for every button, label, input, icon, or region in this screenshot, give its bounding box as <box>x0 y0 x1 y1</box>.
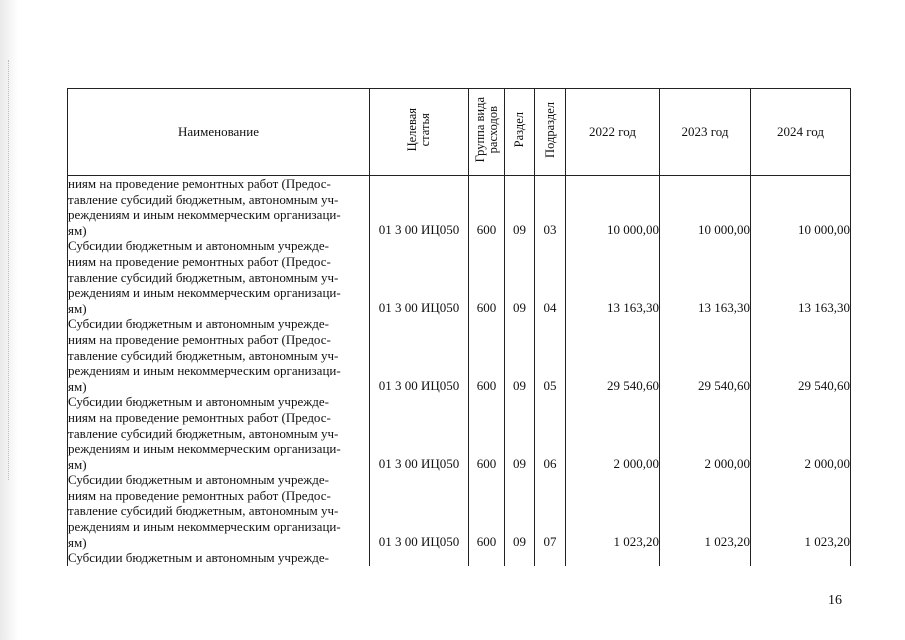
cell-y2023: 13 163,30 <box>660 238 751 316</box>
cell-y2023: 1 023,20 <box>660 472 751 550</box>
header-section-label: Раздел <box>512 112 526 148</box>
cell-section: 09 <box>505 316 535 394</box>
name-line: Субсидии бюджетным и автономным учрежде- <box>68 238 329 254</box>
table-header-row <box>68 89 851 176</box>
cell-name <box>68 238 370 316</box>
name-line: Субсидии бюджетным и автономным учрежде- <box>68 394 329 410</box>
cell-y2024 <box>751 550 851 566</box>
cell-name <box>68 176 370 239</box>
cell-y2024: 13 163,30 <box>751 238 851 316</box>
cell-y2022: 1 023,20 <box>566 472 660 550</box>
name-line: реждениям и иным некоммерческим организаци- <box>68 207 341 223</box>
header-target-article-label: Целевая статья <box>405 108 432 152</box>
cell-y2022 <box>566 550 660 566</box>
cell-y2023: 2 000,00 <box>660 394 751 472</box>
cell-y2022: 13 163,30 <box>566 238 660 316</box>
table-row <box>68 176 851 239</box>
header-2023: 2023 год <box>660 89 751 176</box>
header-expense-group <box>469 89 505 176</box>
cell-name <box>68 394 370 472</box>
page-number: 16 <box>828 593 842 608</box>
cell-section: 09 <box>505 394 535 472</box>
cell-subsection: 06 <box>535 394 566 472</box>
cell-group: 600 <box>469 394 505 472</box>
cell-y2024: 10 000,00 <box>751 176 851 239</box>
name-line: реждениям и иным некоммерческим организаци- <box>68 441 341 457</box>
cell-section: 09 <box>505 176 535 239</box>
header-2022: 2022 год <box>566 89 660 176</box>
cell-target <box>370 550 469 566</box>
name-line: тавление субсидий бюджетным, автономным уч- <box>68 425 339 441</box>
cell-section <box>505 550 535 566</box>
name-line: ям) <box>68 222 87 238</box>
table-row <box>68 238 851 316</box>
cell-y2022: 29 540,60 <box>566 316 660 394</box>
cell-subsection: 05 <box>535 316 566 394</box>
header-expense-group-label: Группа вида расходов <box>472 97 500 163</box>
name-line: тавление субсидий бюджетным, автономным уч- <box>68 503 339 519</box>
cell-name <box>68 316 370 394</box>
header-subsection <box>535 89 566 176</box>
cell-y2024: 1 023,20 <box>751 472 851 550</box>
name-line: ям) <box>68 456 87 472</box>
cell-subsection: 03 <box>535 176 566 239</box>
name-line: ниям на проведение ремонтных работ (Предос- <box>68 487 331 503</box>
cell-section: 09 <box>505 472 535 550</box>
table-row <box>68 472 851 550</box>
name-line: реждениям и иным некоммерческим организаци- <box>68 363 341 379</box>
cell-subsection <box>535 550 566 566</box>
cell-name <box>68 550 370 566</box>
cell-y2023: 10 000,00 <box>660 176 751 239</box>
name-line: Субсидии бюджетным и автономным учрежде- <box>68 316 329 332</box>
cell-y2024: 2 000,00 <box>751 394 851 472</box>
name-line: ниям на проведение ремонтных работ (Предос- <box>68 253 331 269</box>
name-line: ям) <box>68 534 87 550</box>
name-line: ниям на проведение ремонтных работ (Предос- <box>68 409 331 425</box>
cell-group: 600 <box>469 176 505 239</box>
cell-y2023 <box>660 550 751 566</box>
name-line: реждениям и иным некоммерческим организаци- <box>68 285 341 301</box>
budget-table <box>67 88 851 566</box>
name-line: ям) <box>68 378 87 394</box>
cell-subsection: 04 <box>535 238 566 316</box>
table-row <box>68 394 851 472</box>
cell-y2024: 29 540,60 <box>751 316 851 394</box>
header-2024: 2024 год <box>751 89 851 176</box>
name-line: Субсидии бюджетным и автономным учрежде- <box>68 550 329 566</box>
name-line: ниям на проведение ремонтных работ (Предос- <box>68 176 331 191</box>
cell-subsection: 07 <box>535 472 566 550</box>
table-row <box>68 316 851 394</box>
name-line: тавление субсидий бюджетным, автономным уч- <box>68 347 339 363</box>
table-body <box>68 176 851 566</box>
cell-y2022: 2 000,00 <box>566 394 660 472</box>
name-line: ниям на проведение ремонтных работ (Предос- <box>68 331 331 347</box>
cell-y2023: 29 540,60 <box>660 316 751 394</box>
cell-target: 01 3 00 ИЦ050 <box>370 238 469 316</box>
cell-target: 01 3 00 ИЦ050 <box>370 394 469 472</box>
name-line: Субсидии бюджетным и автономным учрежде- <box>68 472 329 488</box>
header-subsection-label: Подраздел <box>542 102 557 158</box>
cell-y2022: 10 000,00 <box>566 176 660 239</box>
name-line: реждениям и иным некоммерческим организаци- <box>68 519 341 535</box>
cell-group <box>469 550 505 566</box>
header-section <box>505 89 535 176</box>
cell-group: 600 <box>469 316 505 394</box>
name-line: тавление субсидий бюджетным, автономным уч- <box>68 191 339 207</box>
scan-edge-dots <box>8 60 10 480</box>
cell-target: 01 3 00 ИЦ050 <box>370 176 469 239</box>
cell-target: 01 3 00 ИЦ050 <box>370 472 469 550</box>
name-line: ям) <box>68 300 87 316</box>
cell-group: 600 <box>469 472 505 550</box>
cell-name <box>68 472 370 550</box>
cell-target: 01 3 00 ИЦ050 <box>370 316 469 394</box>
header-target-article <box>370 89 469 176</box>
cell-group: 600 <box>469 238 505 316</box>
header-name: Наименование <box>68 89 370 176</box>
cell-section: 09 <box>505 238 535 316</box>
table-row <box>68 550 851 566</box>
name-line: тавление субсидий бюджетным, автономным уч- <box>68 269 339 285</box>
